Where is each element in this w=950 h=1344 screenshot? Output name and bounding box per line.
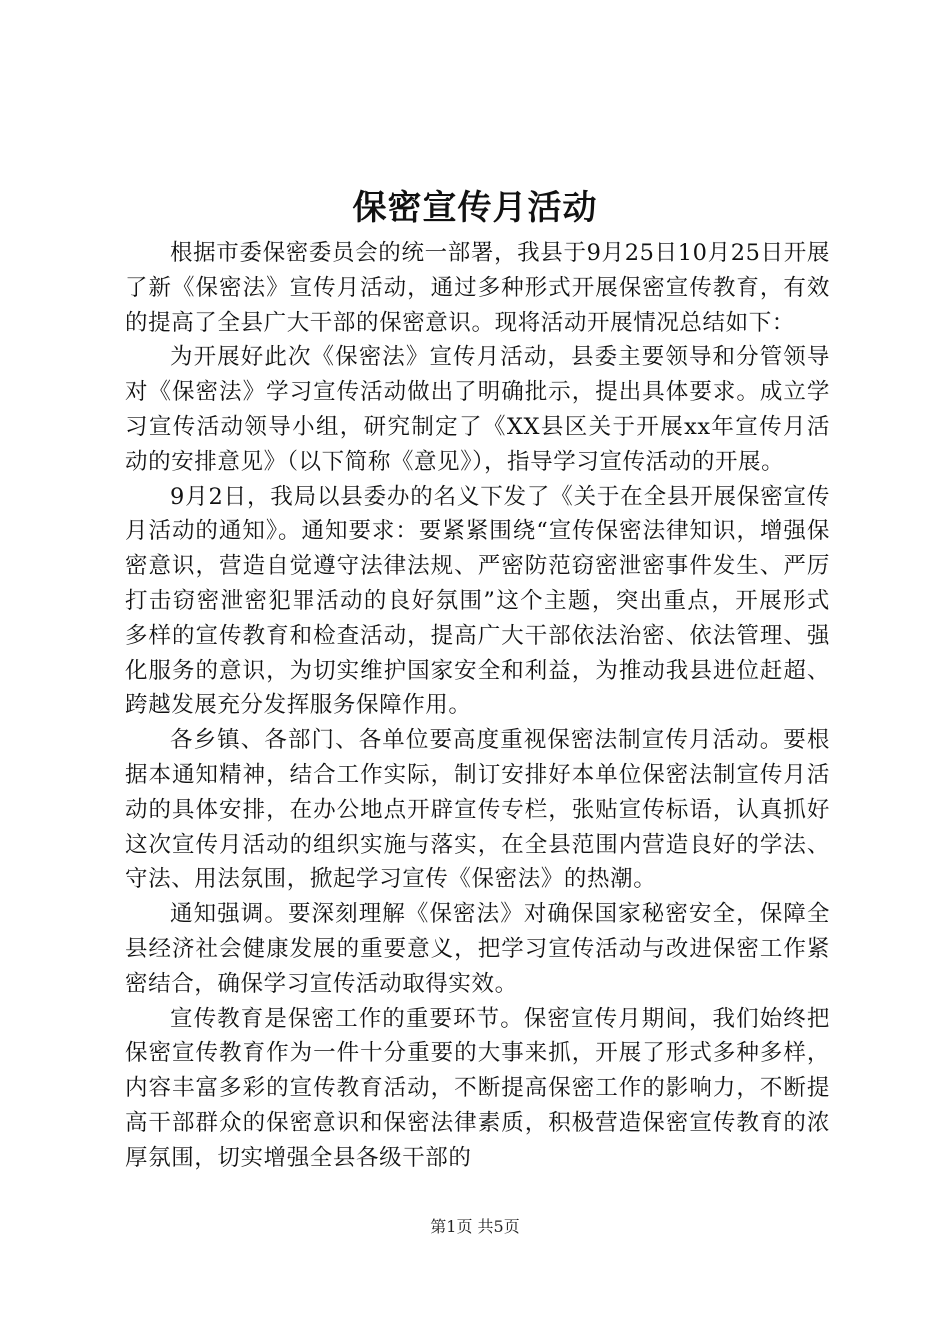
- paragraph-3: 9月2日，我局以县委办的名义下发了《关于在全县开展保密宣传月活动的通知》。通知要求：要紧紧围绕“宣传保密法律知识，增强保密意识，营造自觉遵守法律法规、严密防范窃密泄密事件发生、严厉打击窃密泄密犯罪活动的良好氛围”这个主题，突出重点，开展形式多样的宣传教育和检查活动，提高广大干部依法治密、依法管理、强化服务的意识，为切实维护国家安全和利益，为推动我县进位赶超、跨越发展充分发挥服务保障作用。: [125, 483, 830, 719]
- paragraph-6: 宣传教育是保密工作的重要环节。保密宣传月期间，我们始终把保密宣传教育作为一件十分重要的大事来抓，开展了形式多种多样，内容丰富多彩的宣传教育活动，不断提高保密工作的影响力，不断提高干部群众的保密意识和保密法律素质，积极营造保密宣传教育的浓厚氛围，切实增强全县各级干部的: [125, 1005, 830, 1171]
- document-title: 保密宣传月活动: [352, 188, 598, 228]
- paragraph-4: 各乡镇、各部门、各单位要高度重视保密法制宣传月活动。要根据本通知精神，结合工作实际，制订安排好本单位保密法制宣传月活动的具体安排，在办公地点开辟宣传专栏，张贴宣传标语，认真抓好这次宣传月活动的组织实施与落实，在全县范围内营造良好的学法、守法、用法氛围，掀起学习宣传《保密法》的热潮。: [125, 727, 830, 893]
- paragraph-5: 通知强调。要深刻理解《保密法》对确保国家秘密安全，保障全县经济社会健康发展的重要意义，把学习宣传活动与改进保密工作紧密结合，确保学习宣传活动取得实效。: [125, 901, 830, 997]
- document-body: [125, 236, 830, 1176]
- page-number-footer: 第1页 共5页: [430, 1217, 520, 1236]
- paragraph-2: 为开展好此次《保密法》宣传月活动，县委主要领导和分管领导对《保密法》学习宣传活动做出了明确批示，提出具体要求。成立学习宣传活动领导小组，研究制定了《XX县区关于开展xx年宣传月活动的安排意见》（以下简称《意见》），指导学习宣传活动的开展。: [125, 344, 830, 475]
- paragraph-1: 根据市委保密委员会的统一部署，我县于9月25日10月25日开展了新《保密法》宣传月活动，通过多种形式开展保密宣传教育，有效的提高了全县广大干部的保密意识。现将活动开展情况总结如下：: [125, 240, 830, 336]
